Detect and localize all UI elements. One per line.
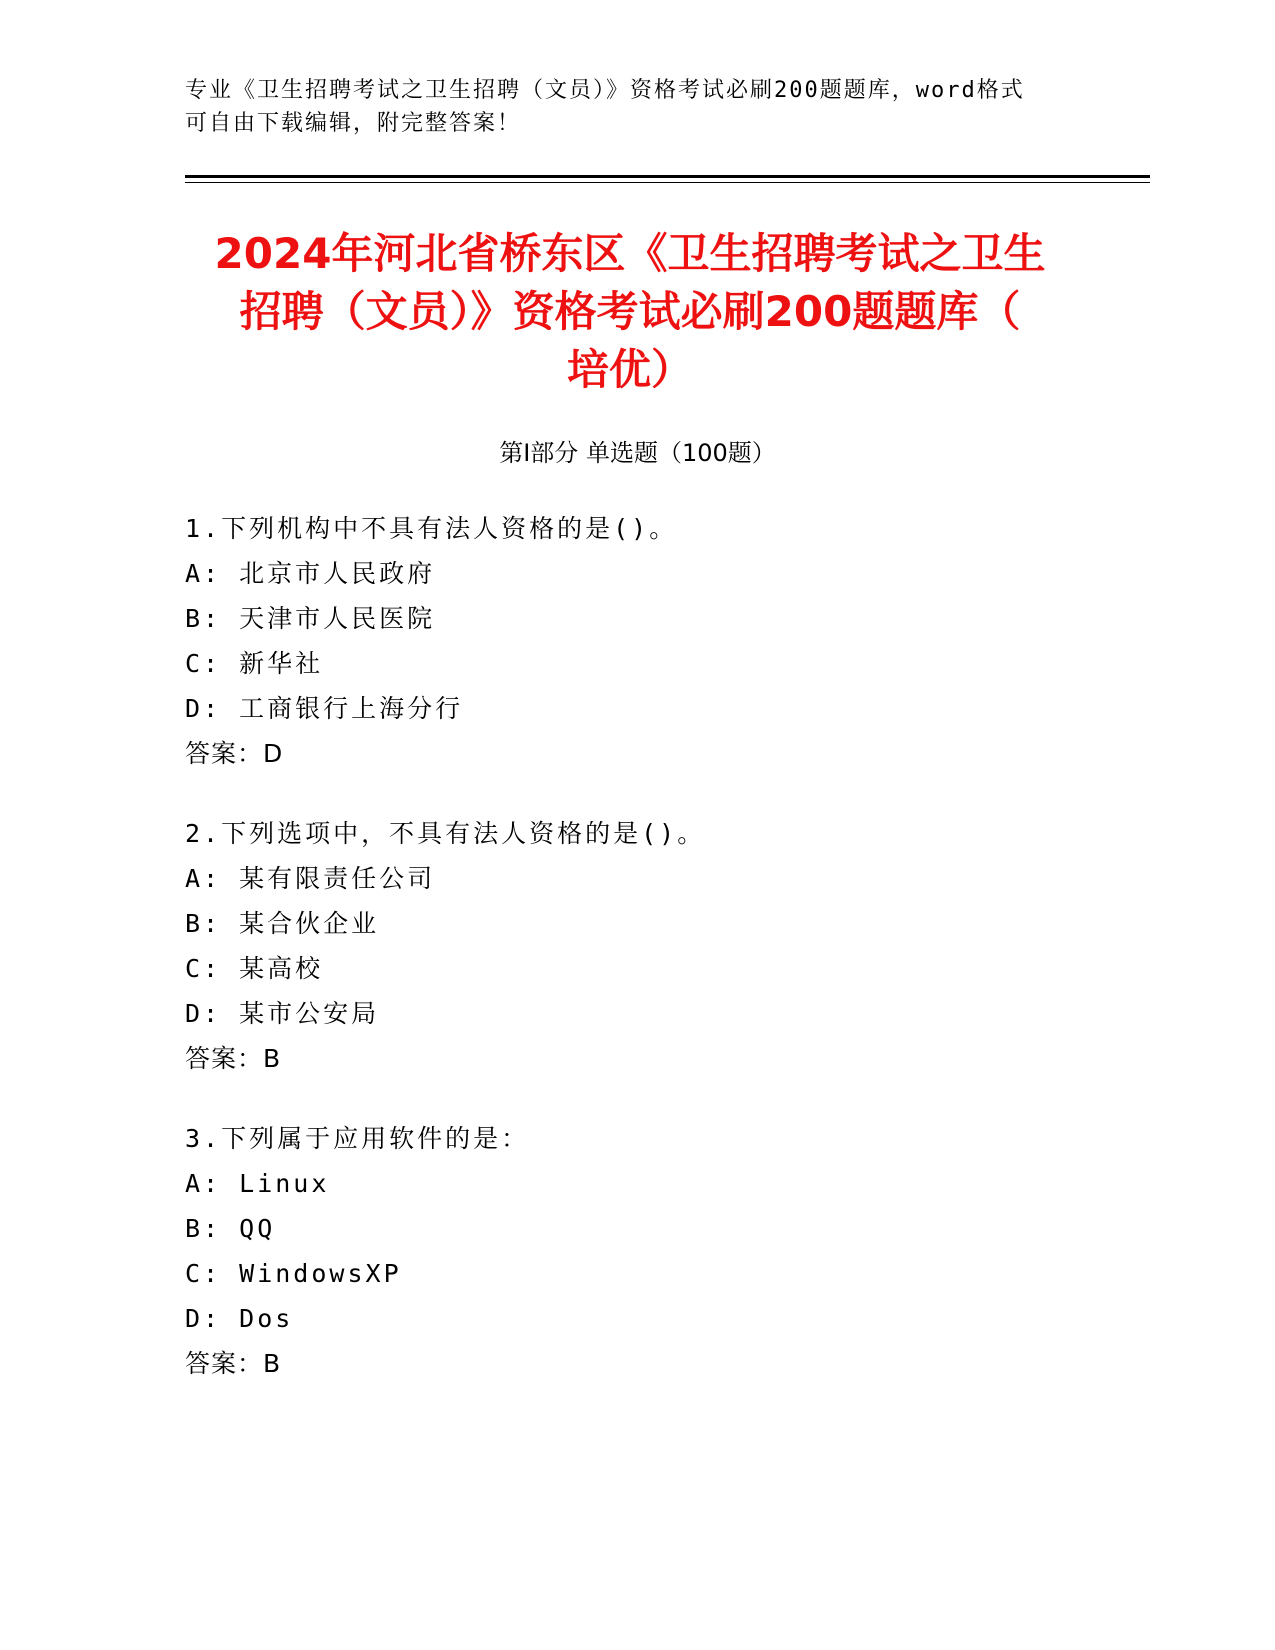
option-d: D: Dos (185, 1304, 294, 1333)
option-a: A: 某有限责任公司 (185, 864, 436, 893)
answer: 答案：B (185, 1349, 282, 1378)
question-stem: 2.下列选项中，不具有法人资格的是()。 (185, 819, 706, 848)
header-note-line-1: 专业《卫生招聘考试之卫生招聘（文员）》资格考试必刷200题题库，word格式 (185, 78, 1025, 103)
document-title-line-2: 招聘（文员）》资格考试必刷200题题库（ (239, 287, 1021, 336)
question-1 (185, 506, 1085, 776)
header-note (185, 74, 1065, 140)
option-c: C: WindowsXP (185, 1259, 402, 1288)
option-b: B: 某合伙企业 (185, 909, 380, 938)
option-a: A: Linux (185, 1169, 330, 1198)
document-title-line-3: 培优） (566, 345, 693, 394)
header-divider-thick (185, 175, 1150, 178)
option-c: C: 新华社 (185, 649, 324, 678)
option-a: A: 北京市人民政府 (185, 559, 436, 588)
header-divider-thin (185, 182, 1150, 183)
question-stem: 1.下列机构中不具有法人资格的是()。 (185, 514, 678, 543)
document-title (160, 225, 1100, 399)
answer: 答案：D (185, 739, 284, 768)
option-c: C: 某高校 (185, 954, 324, 983)
question-stem: 3.下列属于应用软件的是： (185, 1124, 530, 1153)
option-d: D: 工商银行上海分行 (185, 694, 464, 723)
document-title-line-1: 2024年河北省桥东区《卫生招聘考试之卫生 (214, 229, 1046, 278)
option-b: B: QQ (185, 1214, 276, 1243)
question-3 (185, 1116, 1085, 1386)
option-d: D: 某市公安局 (185, 999, 380, 1028)
answer: 答案：B (185, 1044, 282, 1073)
section-title: 第I部分 单选题（100题） (499, 439, 776, 467)
question-2 (185, 811, 1085, 1081)
option-b: B: 天津市人民医院 (185, 604, 436, 633)
header-note-line-2: 可自由下载编辑，附完整答案！ (185, 111, 522, 136)
